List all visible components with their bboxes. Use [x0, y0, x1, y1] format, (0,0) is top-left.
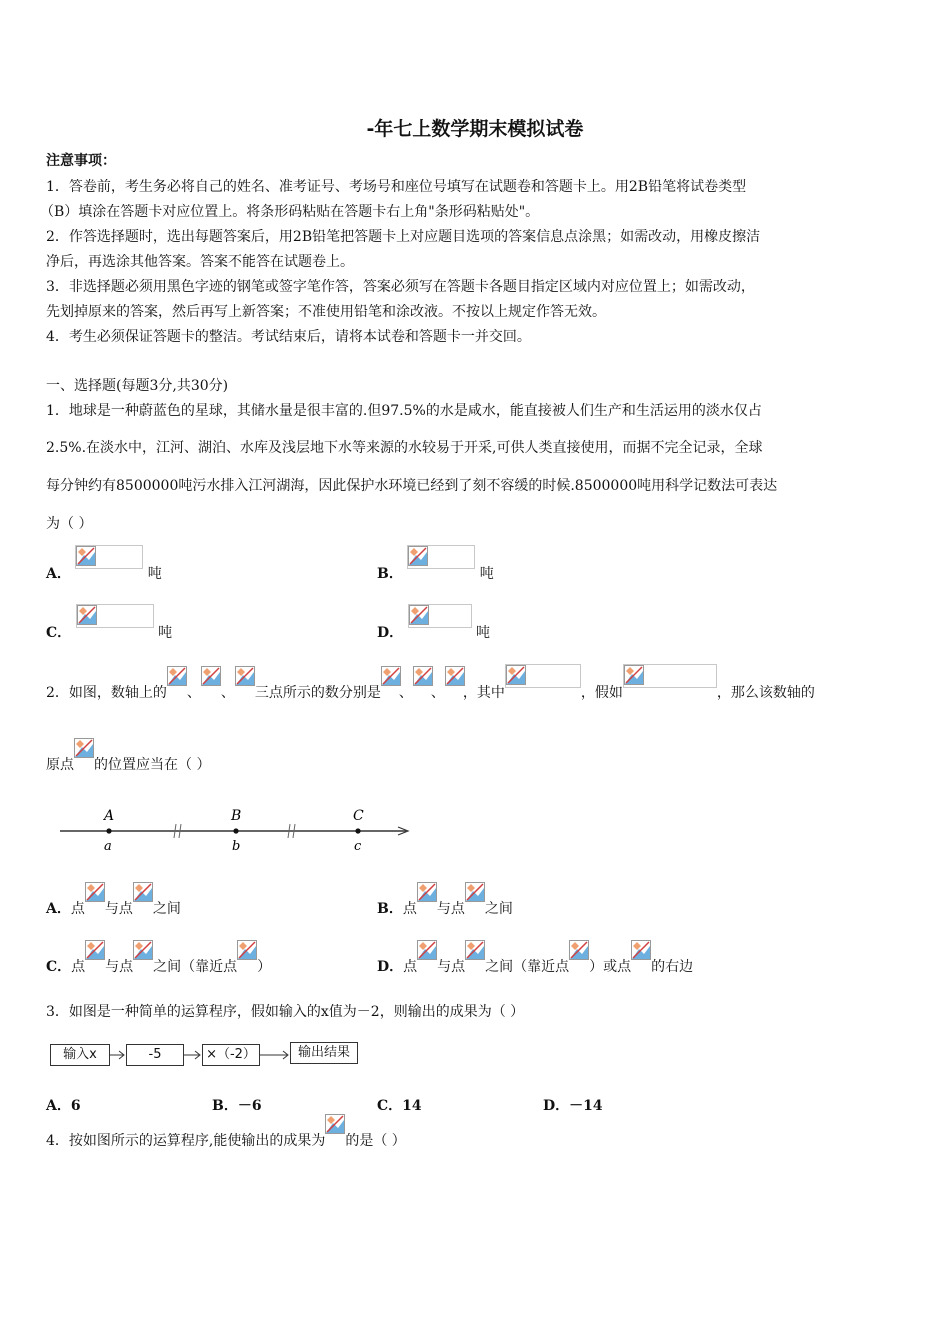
- flow-step-box: ×（-2）: [202, 1044, 260, 1066]
- number-line-figure: [58, 800, 418, 860]
- formula-image: [505, 664, 581, 688]
- q2-option-text: 点: [403, 959, 418, 975]
- q2-text: 、: [398, 685, 413, 701]
- q2-option-text: 之间: [484, 901, 513, 917]
- q2-option-text: 的右边: [651, 959, 694, 975]
- broken-image-icon: [417, 882, 437, 902]
- q1-text: 2.5%.在淡水中，江河、湖泊、水库及浅层地下水等来源的水较易于开采,可供人类直接使用，而据不完全记录，全球: [46, 440, 763, 456]
- q2-text: 的位置应当在（ ）: [94, 757, 211, 773]
- page-title: -年七上数学期末模拟试卷: [366, 118, 584, 140]
- q2-option-text: 与点: [105, 959, 134, 975]
- notice-item: 3．非选择题必须用黑色字迹的钢笔或签字笔作答，答案必须写在答题卡各题目指定区域内对应位置上；如需改动，: [46, 279, 755, 295]
- notice-heading: 注意事项：: [46, 153, 116, 169]
- broken-image-icon: [85, 940, 105, 960]
- flow-output-box: 输出结果: [290, 1042, 358, 1064]
- q1-option-b[interactable]: [377, 545, 494, 582]
- formula-image: [76, 604, 154, 628]
- q2-text: ，那么该数轴的: [716, 685, 815, 701]
- formula-image: [325, 1114, 345, 1136]
- value-b: b: [232, 839, 241, 854]
- q2-option-text: 与点: [104, 901, 133, 917]
- formula-image: [133, 940, 153, 962]
- flow-arrow-icon: [110, 1048, 126, 1062]
- formula-image: [167, 666, 187, 688]
- q3-option-d[interactable]: D．－14: [543, 1098, 603, 1114]
- broken-image-icon: [201, 666, 221, 686]
- broken-image-icon: [624, 665, 644, 685]
- label-a: A: [104, 808, 115, 824]
- broken-image-icon: [235, 666, 255, 686]
- q1-text: 每分钟约有8500000吨污水排入江河湖海，因此保护水环境已经到了刻不容缓的时候.8500000吨用科学记数法可表达: [46, 478, 778, 494]
- q2-text: 、: [430, 685, 445, 701]
- broken-image-icon: [569, 940, 589, 960]
- option-label: D．: [377, 959, 404, 975]
- q1-option-d[interactable]: [377, 604, 491, 641]
- unit-text: 吨: [147, 566, 162, 582]
- broken-image-icon: [445, 666, 465, 686]
- broken-image-icon: [85, 882, 105, 902]
- label-b: B: [231, 808, 242, 824]
- broken-image-icon: [325, 1114, 345, 1134]
- q2-option-text: 之间（靠近点: [485, 959, 570, 975]
- q2-text: 原点: [46, 757, 74, 773]
- q3-option-c[interactable]: C．14: [377, 1098, 422, 1114]
- option-label: B．: [377, 566, 403, 582]
- q1-option-a[interactable]: [46, 545, 162, 582]
- q2-text: ，其中: [462, 685, 505, 701]
- formula-image: [74, 738, 94, 760]
- broken-image-icon: [631, 940, 651, 960]
- formula-image: [381, 666, 399, 688]
- point-a: [106, 828, 111, 833]
- q2-text: 2．如图，数轴上的: [46, 685, 167, 701]
- q1-text: 为（ ）: [46, 516, 93, 532]
- unit-text: 吨: [476, 625, 491, 641]
- broken-image-icon: [409, 605, 429, 625]
- q4-line: [46, 1114, 406, 1149]
- q2-option-text: 之间（靠近点: [153, 959, 238, 975]
- broken-image-icon: [417, 940, 437, 960]
- broken-image-icon: [167, 666, 187, 686]
- q3-option-b[interactable]: B．－6: [212, 1098, 262, 1114]
- q2-option-text: ）或点: [589, 959, 632, 975]
- option-label: C．: [46, 959, 72, 975]
- q2-line-2: [46, 738, 211, 773]
- formula-image: [465, 940, 485, 962]
- formula-image: [85, 940, 105, 962]
- q2-option-d[interactable]: [377, 940, 694, 975]
- formula-image: [133, 882, 153, 904]
- q2-text: ，假如: [580, 685, 623, 701]
- formula-image: [407, 545, 475, 569]
- q2-option-text: 点: [71, 959, 86, 975]
- q2-option-text: ）: [257, 959, 272, 975]
- q2-option-text: 点: [70, 901, 85, 917]
- q3-text: 3．如图是一种简单的运算程序，假如输入的x值为－2，则输出的成果为（ ）: [46, 1004, 525, 1020]
- q2-option-c[interactable]: [46, 940, 272, 975]
- q2-text: 、: [186, 685, 201, 701]
- unit-text: 吨: [479, 566, 494, 582]
- flow-input-box: 输入x: [50, 1044, 110, 1066]
- q2-option-a[interactable]: [46, 882, 181, 917]
- q1-text: 1．地球是一种蔚蓝色的星球，其储水量是很丰富的.但97.5%的水是咸水，能直接被人们生产和生活运用的淡水仅占: [46, 403, 762, 419]
- q2-text: 、: [220, 685, 235, 701]
- formula-image: [201, 666, 221, 688]
- q2-line-1: [46, 664, 815, 701]
- broken-image-icon: [133, 940, 153, 960]
- q4-text: 4．按如图所示的运算程序,能使输出的成果为: [46, 1133, 326, 1149]
- option-label: A．: [46, 901, 71, 917]
- q2-text: 三点所示的数分别是: [254, 685, 381, 701]
- value-c: c: [354, 839, 362, 854]
- broken-image-icon: [408, 546, 428, 566]
- flow-arrow-icon: [184, 1048, 202, 1062]
- notice-item: 1．答卷前，考生务必将自己的姓名、准考证号、考场号和座位号填写在试题卷和答题卡上。用2B铅笔将试卷类型: [46, 179, 747, 195]
- formula-image: [408, 604, 472, 628]
- value-a: a: [104, 839, 112, 854]
- option-label: C．: [46, 625, 72, 641]
- option-label: B．: [377, 901, 403, 917]
- formula-image: [75, 545, 143, 569]
- option-label: D．: [377, 625, 404, 641]
- formula-image: [235, 666, 255, 688]
- broken-image-icon: [76, 546, 96, 566]
- notice-item: 净后，再选涂其他答案。答案不能答在试题卷上。: [46, 254, 354, 270]
- flow-arrow-icon: [260, 1048, 290, 1062]
- unit-text: 吨: [158, 625, 173, 641]
- broken-image-icon: [465, 882, 485, 902]
- notice-item: 2．作答选择题时，选出每题答案后，用2B铅笔把答题卡上对应题目选项的答案信息点涂黑；如需改动，用橡皮擦洁: [46, 229, 761, 245]
- broken-image-icon: [413, 666, 433, 686]
- formula-image: [417, 940, 437, 962]
- section-heading: 一、选择题(每题3分,共30分): [46, 378, 229, 394]
- q1-option-c[interactable]: [46, 604, 173, 641]
- point-c: [355, 828, 360, 833]
- q4-text: 的是（ ）: [345, 1133, 406, 1149]
- broken-image-icon: [381, 666, 401, 686]
- formula-image: [85, 882, 105, 904]
- formula-image: [623, 664, 717, 688]
- formula-image: [569, 940, 589, 962]
- notice-item: （B）填涂在答题卡对应位置上。将条形码粘贴在答题卡右上角"条形码粘贴处"。: [40, 204, 540, 220]
- broken-image-icon: [77, 605, 97, 625]
- q2-option-text: 与点: [437, 959, 466, 975]
- flow-step-box: -5: [126, 1044, 184, 1066]
- broken-image-icon: [465, 940, 485, 960]
- q2-option-b[interactable]: [377, 882, 513, 917]
- broken-image-icon: [74, 738, 94, 758]
- q3-option-a[interactable]: A．6: [46, 1098, 81, 1114]
- label-c: C: [353, 808, 364, 824]
- q2-option-text: 点: [402, 901, 417, 917]
- notice-item: 4．考生必须保证答题卡的整洁。考试结束后，请将本试卷和答题卡一并交回。: [46, 329, 531, 345]
- formula-image: [465, 882, 485, 904]
- broken-image-icon: [506, 665, 526, 685]
- q2-option-text: 与点: [436, 901, 465, 917]
- point-b: [233, 828, 238, 833]
- broken-image-icon: [133, 882, 153, 902]
- formula-image: [631, 940, 651, 962]
- formula-image: [413, 666, 431, 688]
- notice-item: 先划掉原来的答案，然后再写上新答案；不准使用铅笔和涂改液。不按以上规定作答无效。: [46, 304, 606, 320]
- formula-image: [417, 882, 437, 904]
- q2-option-text: 之间: [152, 901, 181, 917]
- formula-image: [445, 666, 463, 688]
- formula-image: [237, 940, 257, 962]
- option-label: A．: [46, 566, 71, 582]
- broken-image-icon: [237, 940, 257, 960]
